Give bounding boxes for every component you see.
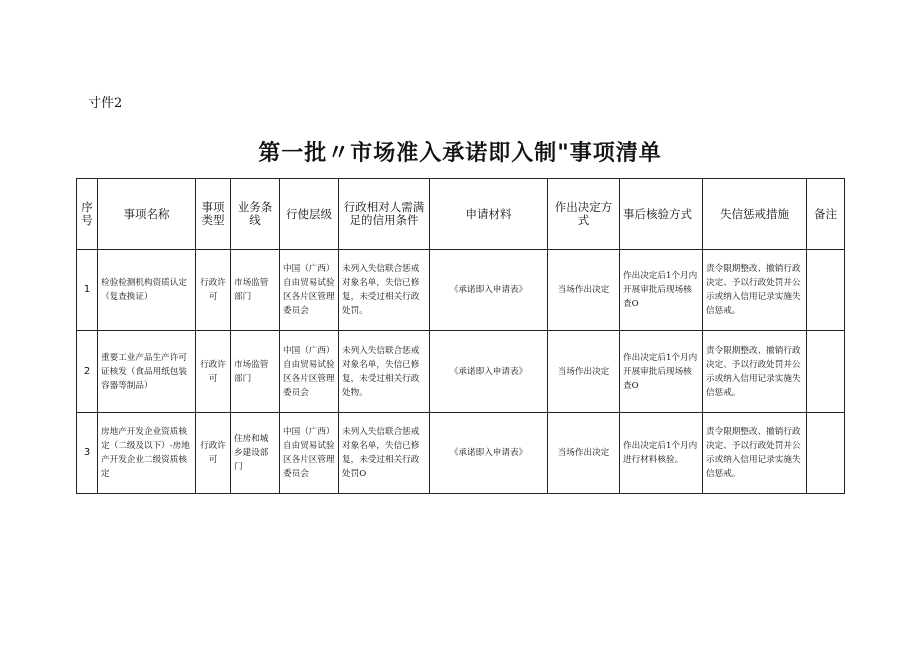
discipline-measures: 责令限期整改、撤销行政决定、予以行政处罚并公示或纳入信用记录实施失信惩戒。 <box>703 250 807 331</box>
item-name: 房地产开发企业资质核定（二级及以下）-房地产开发企业二级资质核定 <box>98 413 196 494</box>
item-name: 重要工业产品生产许可证核发（食品用纸包装容器等制品） <box>98 331 196 413</box>
item-name: 检验检测机构资质认定（复查换证） <box>98 250 196 331</box>
remark <box>807 331 845 413</box>
application-materials: 《承诺即入申请表》 <box>430 250 548 331</box>
credit-condition: 未列入失信联合惩戒对象名单，失信已修复，未受过相关行政处罚。 <box>339 250 430 331</box>
row-number: 1 <box>77 250 98 331</box>
row-number: 2 <box>77 331 98 413</box>
exercise-level: 中国（广西）自由贸易试验区各片区管理委员会 <box>280 250 339 331</box>
remark <box>807 250 845 331</box>
column-header-no: 序号 <box>77 179 98 250</box>
column-header-remark: 备注 <box>807 179 845 250</box>
item-type: 行政许可 <box>196 413 231 494</box>
business-line: 市场监管部门 <box>231 250 280 331</box>
table-row <box>77 250 845 331</box>
exercise-level: 中国（广西）自由贸易试验区各片区管理委员会 <box>280 413 339 494</box>
column-header-verify: 事后核验方式 <box>620 179 703 250</box>
verification-method: 作出决定后1个月内进行材料核验。 <box>620 413 703 494</box>
table-row <box>77 413 845 494</box>
table-row <box>77 331 845 413</box>
decision-method: 当场作出决定 <box>548 413 620 494</box>
decision-method: 当场作出决定 <box>548 331 620 413</box>
decision-method: 当场作出决定 <box>548 250 620 331</box>
attachment-label: 寸件2 <box>88 96 123 111</box>
discipline-measures: 责令限期整改、撤销行政决定、予以行政处罚并公示或纳入信用记录实施失信惩戒。 <box>703 331 807 413</box>
column-header-decision: 作出决定方式 <box>548 179 620 250</box>
page-title: 第一批〃市场准入承诺即入制"事项清单 <box>258 141 662 166</box>
discipline-measures: 责令限期整改、撤销行政决定、予以行政处罚并公示或纳入信用记录实施失信惩戒。 <box>703 413 807 494</box>
items-table <box>76 178 845 494</box>
verification-method: 作出决定后1个月内开展审批后现场核查O <box>620 250 703 331</box>
column-header-credit: 行政相对人需满足的信用条件 <box>339 179 430 250</box>
row-number: 3 <box>77 413 98 494</box>
column-header-materials: 申请材料 <box>430 179 548 250</box>
column-header-punish: 失信惩戒措施 <box>703 179 807 250</box>
table-header-row <box>77 179 845 250</box>
item-type: 行政许可 <box>196 331 231 413</box>
item-type: 行政许可 <box>196 250 231 331</box>
application-materials: 《承诺即入申请表》 <box>430 331 548 413</box>
column-header-name: 事项名称 <box>98 179 196 250</box>
column-header-type: 事项类型 <box>196 179 231 250</box>
credit-condition: 未列入失信联合惩戒对象名单，失信已修复，未受过相关行政处物。 <box>339 331 430 413</box>
application-materials: 《承诺即入申请表》 <box>430 413 548 494</box>
business-line: 住房和城乡建设部门 <box>231 413 280 494</box>
column-header-line: 业务条线 <box>231 179 280 250</box>
exercise-level: 中国（广西）自由贸易试验区各片区管理委员会 <box>280 331 339 413</box>
remark <box>807 413 845 494</box>
verification-method: 作出决定后1个月内开展审批后现场核查O <box>620 331 703 413</box>
business-line: 市场监管部门 <box>231 331 280 413</box>
column-header-level: 行使层级 <box>280 179 339 250</box>
credit-condition: 未列入失信联合惩戒对象名单，失信已修复，未受过相关行政处罚O <box>339 413 430 494</box>
